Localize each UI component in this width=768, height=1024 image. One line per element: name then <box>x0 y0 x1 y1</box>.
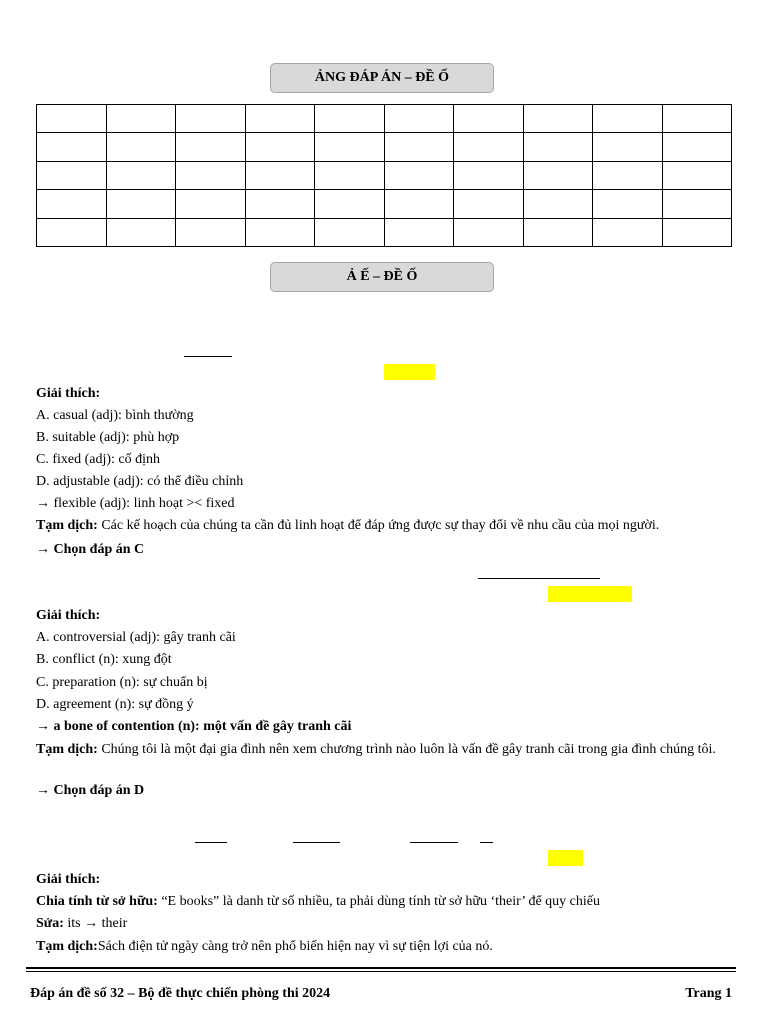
grid-cell <box>245 161 315 189</box>
grid-row <box>37 161 732 189</box>
grid-cell <box>315 190 385 218</box>
vocab-note: → a bone of contention (n): một vấn đề gây tranh cãi <box>36 719 352 734</box>
option-a: A. controversial (adj): gây tranh cãi <box>36 630 236 645</box>
grid-cell <box>384 190 454 218</box>
rule-text: “E books” là danh từ số nhiều, ta phải dùng tính từ sở hữu ‘their’ để quy chiếu <box>157 894 600 909</box>
grid-cell <box>245 190 315 218</box>
grid-cell <box>37 190 107 218</box>
page-number: Trang 1 <box>685 986 732 1001</box>
answer-grid-table <box>36 104 732 247</box>
footer-rule-thin <box>26 971 736 972</box>
grid-cell <box>523 133 593 161</box>
grid-cell <box>523 190 593 218</box>
grid-cell <box>245 218 315 246</box>
grid-cell <box>106 218 176 246</box>
grid-cell <box>662 161 732 189</box>
grid-cell <box>523 161 593 189</box>
correction-text: its → their <box>63 916 128 931</box>
answer-highlight <box>548 850 583 866</box>
grid-cell <box>454 161 524 189</box>
grid-cell <box>176 190 246 218</box>
grid-cell <box>245 133 315 161</box>
option-a: A. casual (adj): bình thường <box>36 408 194 423</box>
grid-cell <box>662 105 732 133</box>
option-b: B. conflict (n): xung đột <box>36 652 172 667</box>
grid-cell <box>106 133 176 161</box>
grid-row <box>37 190 732 218</box>
grid-cell <box>245 105 315 133</box>
option-d: D. adjustable (adj): có thể điều chỉnh <box>36 474 244 489</box>
translation-label: Tạm dịch: <box>36 939 98 954</box>
option-d: D. agreement (n): sự đồng ý <box>36 697 194 712</box>
grid-cell <box>37 161 107 189</box>
grid-cell <box>454 190 524 218</box>
blank-line <box>478 578 600 579</box>
translation <box>36 937 736 957</box>
grid-cell <box>662 133 732 161</box>
translation-label: Tạm dịch: <box>36 742 98 757</box>
grid-cell <box>315 133 385 161</box>
blank-line <box>293 842 340 843</box>
grid-cell <box>106 190 176 218</box>
footer-rule-thick <box>26 967 736 969</box>
translation-label: Tạm dịch: <box>36 518 98 533</box>
blank-line <box>184 356 232 357</box>
explanation-heading: Giải thích: <box>36 386 101 401</box>
footer-title: Đáp án đề số 32 – Bộ đề thực chiến phòng thi 2024 <box>30 986 331 1001</box>
translation <box>36 516 732 536</box>
explanation-heading: Giải thích: <box>36 872 101 887</box>
grid-row <box>37 105 732 133</box>
translation-text: Các kế hoạch của chúng ta cần đủ linh hoạt để đáp ứng được sự thay đổi về nhu cầu của mọi người. <box>97 518 660 533</box>
grid-cell <box>37 133 107 161</box>
translation <box>36 740 732 760</box>
grid-cell <box>454 218 524 246</box>
option-b: B. suitable (adj): phù hợp <box>36 430 180 445</box>
grid-cell <box>662 218 732 246</box>
answer-choice: → Chọn đáp án D <box>36 783 145 798</box>
detailed-answer-title: Ả Ế – ĐỀ Ố <box>270 262 494 292</box>
grid-cell <box>37 218 107 246</box>
grid-cell <box>176 218 246 246</box>
translation-text: Sách điện tử ngày càng trở nên phổ biến hiện nay vì sự tiện lợi của nó. <box>97 939 493 954</box>
option-c: C. fixed (adj): cố định <box>36 452 161 467</box>
grid-cell <box>593 190 663 218</box>
grid-cell <box>315 161 385 189</box>
blank-line <box>410 842 458 843</box>
grid-cell <box>176 133 246 161</box>
grid-cell <box>523 105 593 133</box>
blank-line <box>195 842 227 843</box>
rule-label: Chia tính từ sở hữu: <box>36 894 158 909</box>
grid-cell <box>315 218 385 246</box>
grid-cell <box>176 161 246 189</box>
grid-cell <box>523 218 593 246</box>
answer-highlight <box>384 364 435 380</box>
grid-cell <box>593 161 663 189</box>
option-c: C. preparation (n): sự chuẩn bị <box>36 675 208 690</box>
answer-key-title: ẢNG ĐÁP ÁN – ĐỀ Ố <box>270 63 494 93</box>
grid-cell <box>593 105 663 133</box>
answer-highlight <box>548 586 632 602</box>
vocab-note: → flexible (adj): linh hoạt >< fixed <box>36 496 235 511</box>
grid-cell <box>176 105 246 133</box>
grid-cell <box>37 105 107 133</box>
grid-cell <box>454 133 524 161</box>
translation-text: Chúng tôi là một đại gia đình nên xem chương trình nào luôn là vấn đề gây tranh cãi trong gia đình chúng tôi. <box>97 742 716 757</box>
correction <box>36 914 736 934</box>
grid-cell <box>106 161 176 189</box>
grid-cell <box>384 161 454 189</box>
grid-cell <box>454 105 524 133</box>
grid-cell <box>315 105 385 133</box>
possessive-rule <box>36 892 736 912</box>
explanation-heading: Giải thích: <box>36 608 101 623</box>
grid-cell <box>593 218 663 246</box>
grid-cell <box>593 133 663 161</box>
correction-label: Sửa: <box>36 916 64 931</box>
grid-cell <box>384 133 454 161</box>
grid-cell <box>384 218 454 246</box>
answer-choice: → Chọn đáp án C <box>36 542 145 557</box>
grid-row <box>37 133 732 161</box>
grid-cell <box>106 105 176 133</box>
blank-line <box>480 842 493 843</box>
grid-cell <box>662 190 732 218</box>
grid-row <box>37 218 732 246</box>
grid-cell <box>384 105 454 133</box>
